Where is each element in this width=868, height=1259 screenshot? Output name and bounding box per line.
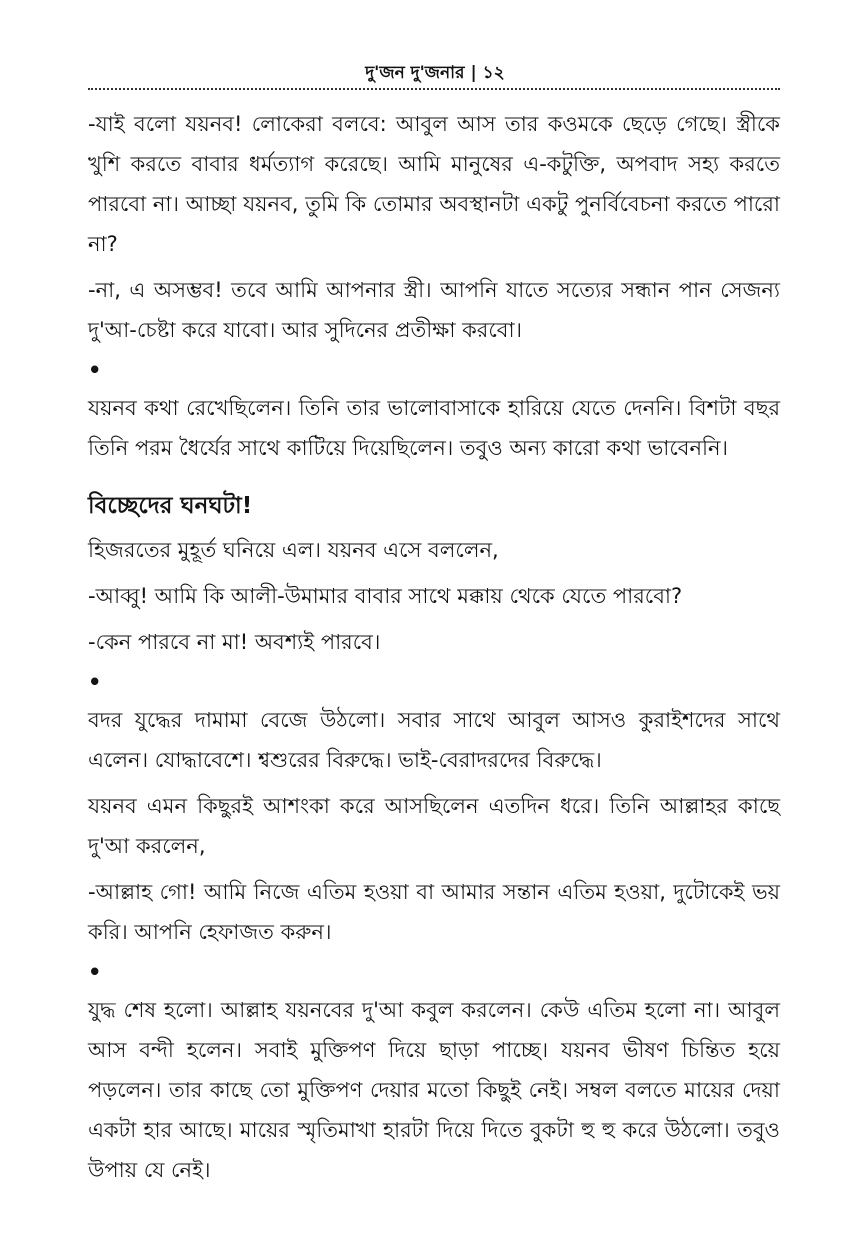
header-separator: |	[470, 63, 477, 83]
body-paragraph: হিজরতের মুহূর্ত ঘনিয়ে এল। যয়নব এসে বললেন,	[88, 538, 499, 562]
page-body	[88, 104, 780, 1196]
body-paragraph: যয়নব এমন কিছুরই আশংকা করে আসছিলেন এতদিন ধরে। তিনি আল্লাহর কাছে দু'আ করলেন,	[88, 794, 780, 858]
running-header	[90, 60, 780, 88]
dialogue-paragraph: -আব্বু! আমি কি আলী-উমামার বাবার সাথে মক্কায় থেকে যেতে পারবো?	[88, 584, 683, 608]
section-break-dot: •	[88, 358, 102, 382]
book-title: দু'জন দু'জনার	[365, 63, 465, 83]
dialogue-paragraph: -যাই বলো যয়নব! লোকেরা বলবে: আবুল আস তার কওমকে ছেড়ে গেছে। স্ত্রীকে খুশি করতে বাবার ধর্মত্যাগ করেছে। আমি মানুষের এ-কটুক্তি, অপবাদ সহ্য করতে পারবো না। আচ্ছা যয়নব, তুমি কি তোমার অবস্থানটা একটু পুনর্বিবেচনা করতে পারো না?	[88, 112, 780, 256]
dialogue-paragraph: -না, এ অসম্ভব! তবে আমি আপনার স্ত্রী। আপনি যাতে সত্যের সন্ধান পান সেজন্য দু'আ-চেষ্টা করে যাবো। আর সুদিনের প্রতীক্ষা করবো।	[88, 278, 780, 342]
body-paragraph: বদর যুদ্ধের দামামা বেজে উঠলো। সবার সাথে আবুল আসও কুরাইশদের সাথে এলেন। যোদ্ধাবেশে। শ্বশুরের বিরুদ্ধে। ভাই-বেরাদরদের বিরুদ্ধে।	[88, 708, 780, 772]
section-heading: বিচ্ছেদের ঘনঘটা!	[88, 493, 253, 519]
dialogue-paragraph: -কেন পারবে না মা! অবশ্যই পারবে।	[88, 630, 381, 654]
dialogue-paragraph: -আল্লাহ গো! আমি নিজে এতিম হওয়া বা আমার সন্তান এতিম হওয়া, দুটোকেই ভয় করি। আপনি হেফাজত করুন।	[88, 880, 780, 944]
page-number: ১২	[482, 63, 505, 83]
header-dotted-rule	[88, 88, 780, 90]
section-break-dot: •	[88, 670, 102, 694]
body-paragraph: যুদ্ধ শেষ হলো। আল্লাহ যয়নবের দু'আ কবুল করলেন। কেউ এতিম হলো না। আবুল আস বন্দী হলেন। সবাই মুক্তিপণ দিয়ে ছাড়া পাচ্ছে। যয়নব ভীষণ চিন্তিত হয়ে পড়লেন। তার কাছে তো মুক্তিপণ দেয়ার মতো কিছুই নেই। সম্বল বলতে মায়ের দেয়া একটা হার আছে। মায়ের স্মৃতিমাখা হারটা দিয়ে দিতে বুকটা হু হু করে উঠলো। তবুও উপায় যে নেই।	[88, 998, 780, 1182]
section-break-dot: •	[88, 960, 102, 984]
body-paragraph: যয়নব কথা রেখেছিলেন। তিনি তার ভালোবাসাকে হারিয়ে যেতে দেননি। বিশটা বছর তিনি পরম ধৈর্যের সাথে কাটিয়ে দিয়েছিলেন। তবুও অন্য কারো কথা ভাবেননি।	[88, 396, 780, 460]
